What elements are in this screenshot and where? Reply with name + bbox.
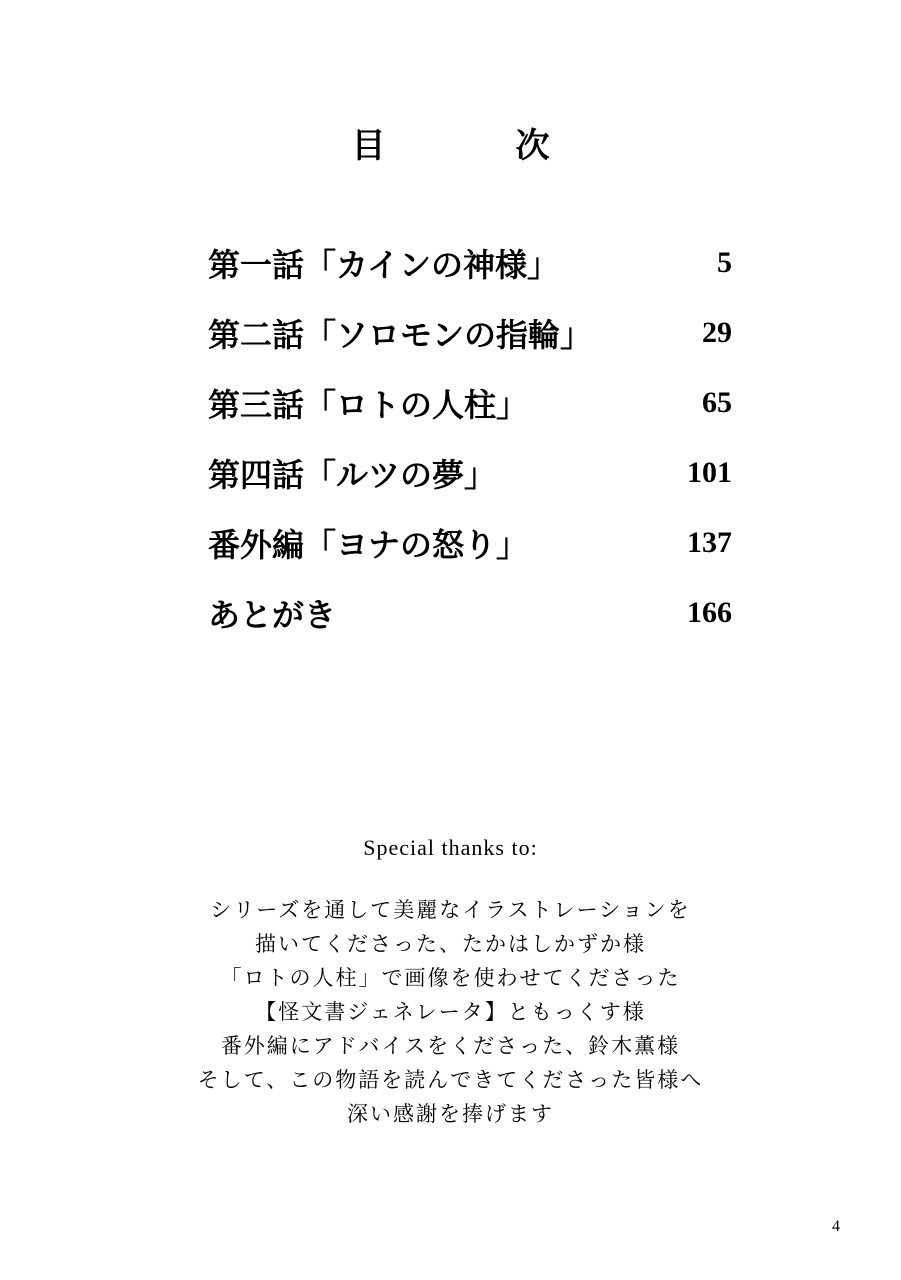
toc-chapter-title: 第四話「ルツの夢」 (208, 456, 497, 494)
toc-chapter-title: あとがき (208, 596, 337, 634)
toc-chapter-title: 第二話「ソロモンの指輪」 (208, 316, 593, 354)
toc-page-number: 65 (702, 386, 732, 419)
thanks-line: 番外編にアドバイスをくださった、鈴木薫様 (220, 1034, 681, 1058)
toc-page-number: 137 (687, 526, 732, 559)
toc-chapter-title: 第一話「カインの神様」 (208, 246, 560, 284)
toc-list (208, 228, 732, 648)
thanks-line: 描いてくださった、たかはしかずか様 (255, 932, 646, 956)
toc-row (208, 368, 732, 438)
toc-row (208, 578, 732, 648)
thanks-line: 【怪文書ジェネレータ】ともっくす様 (255, 1000, 646, 1024)
thanks-line: シリーズを通して美麗なイラストレーションを (210, 898, 691, 922)
toc-row (208, 298, 732, 368)
toc-title: 目 次 (351, 126, 598, 166)
toc-row (208, 508, 732, 578)
special-thanks-heading: Special thanks to: (363, 835, 538, 860)
toc-chapter-title: 第三話「ロトの人柱」 (208, 386, 529, 424)
toc-row (208, 228, 732, 298)
thanks-line: そして、この物語を読んできてくださった皆様へ (197, 1068, 704, 1092)
thanks-line: 「ロトの人柱」で画像を使わせてくださった (220, 966, 681, 990)
toc-page-number: 29 (702, 316, 732, 349)
toc-page-number: 5 (717, 246, 732, 279)
toc-row (208, 438, 732, 508)
thanks-line: 深い感謝を捧げます (347, 1102, 554, 1126)
toc-page-number: 101 (687, 456, 732, 489)
special-thanks-body (0, 893, 901, 1131)
page-number: 4 (832, 1218, 840, 1235)
toc-chapter-title: 番外編「ヨナの怒り」 (208, 526, 529, 564)
toc-page-number: 166 (687, 596, 732, 629)
